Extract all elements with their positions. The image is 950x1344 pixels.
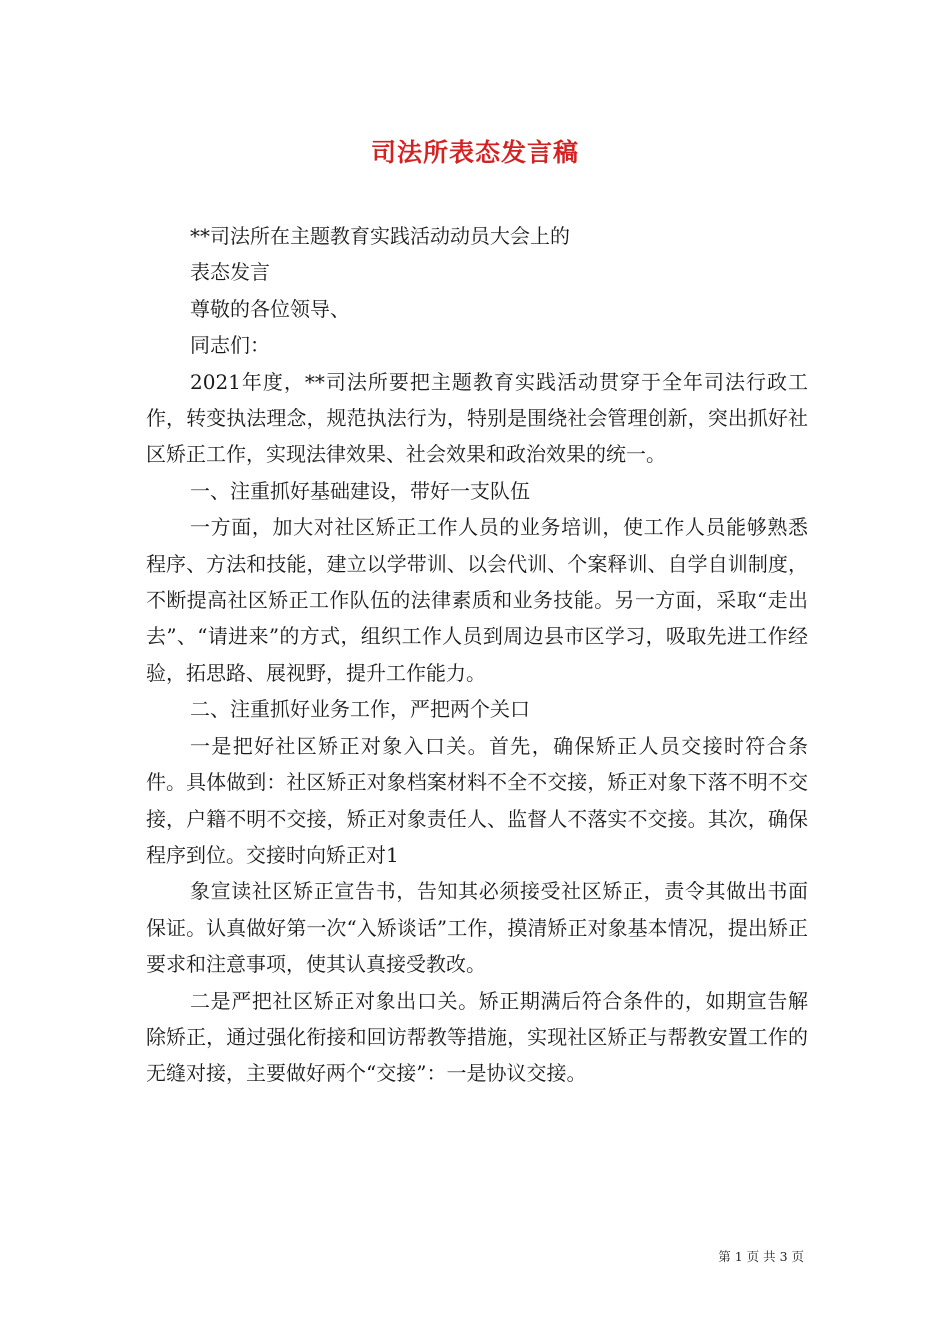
document-title: 司法所表态发言稿 xyxy=(370,138,579,167)
document-body xyxy=(146,218,808,1092)
paragraph: 2021年度，**司法所要把主题教育实践活动贯穿于全年司法行政工作，转变执法理念，规范执法行为，特别是围绕社会管理创新，突出抓好社区矫正工作，实现法律效果、社会效果和政治效果的统一。 xyxy=(146,369,808,467)
heading-line: **司法所在主题教育实践活动动员大会上的 xyxy=(190,224,570,248)
page-number: 第 1 页 共 3 页 xyxy=(718,1249,804,1264)
salutation-line: 尊敬的各位领导、 xyxy=(190,296,350,321)
section-heading: 一、注重抓好基础建设，带好一支队伍 xyxy=(190,478,530,503)
section-heading: 二、注重抓好业务工作，严把两个关口 xyxy=(190,697,530,722)
paragraph: 二是严把社区矫正对象出口关。矫正期满后符合条件的，如期宣告解除矫正，通过强化衔接和回访帮教等措施，实现社区矫正与帮教安置工作的无缝对接，主要做好两个“交接”：一是协议交接。 xyxy=(146,988,808,1086)
heading-line: 表态发言 xyxy=(190,260,270,285)
paragraph: 一方面，加大对社区矫正工作人员的业务培训，使工作人员能够熟悉程序、方法和技能，建立以学带训、以会代训、个案释训、自学自训制度，不断提高社区矫正工作队伍的法律素质和业务技能。另一方面，采取“走出去”、“请进来”的方式，组织工作人员到周边县市区学习，吸取先进工作经验，拓思路、展视野，提升工作能力。 xyxy=(146,515,808,685)
paragraph: 一是把好社区矫正对象入口关。首先，确保矫正人员交接时符合条件。具体做到：社区矫正对象档案材料不全不交接，矫正对象下落不明不交接，户籍不明不交接，矫正对象责任人、监督人不落实不交接。其次，确保程序到位。交接时向矫正对1 xyxy=(146,733,808,867)
salutation-line: 同志们： xyxy=(190,333,270,358)
paragraph: 象宣读社区矫正宣告书，告知其必须接受社区矫正，责令其做出书面保证。认真做好第一次“入矫谈话”工作，摸清矫正对象基本情况，提出矫正要求和注意事项，使其认真接受教改。 xyxy=(146,879,808,977)
